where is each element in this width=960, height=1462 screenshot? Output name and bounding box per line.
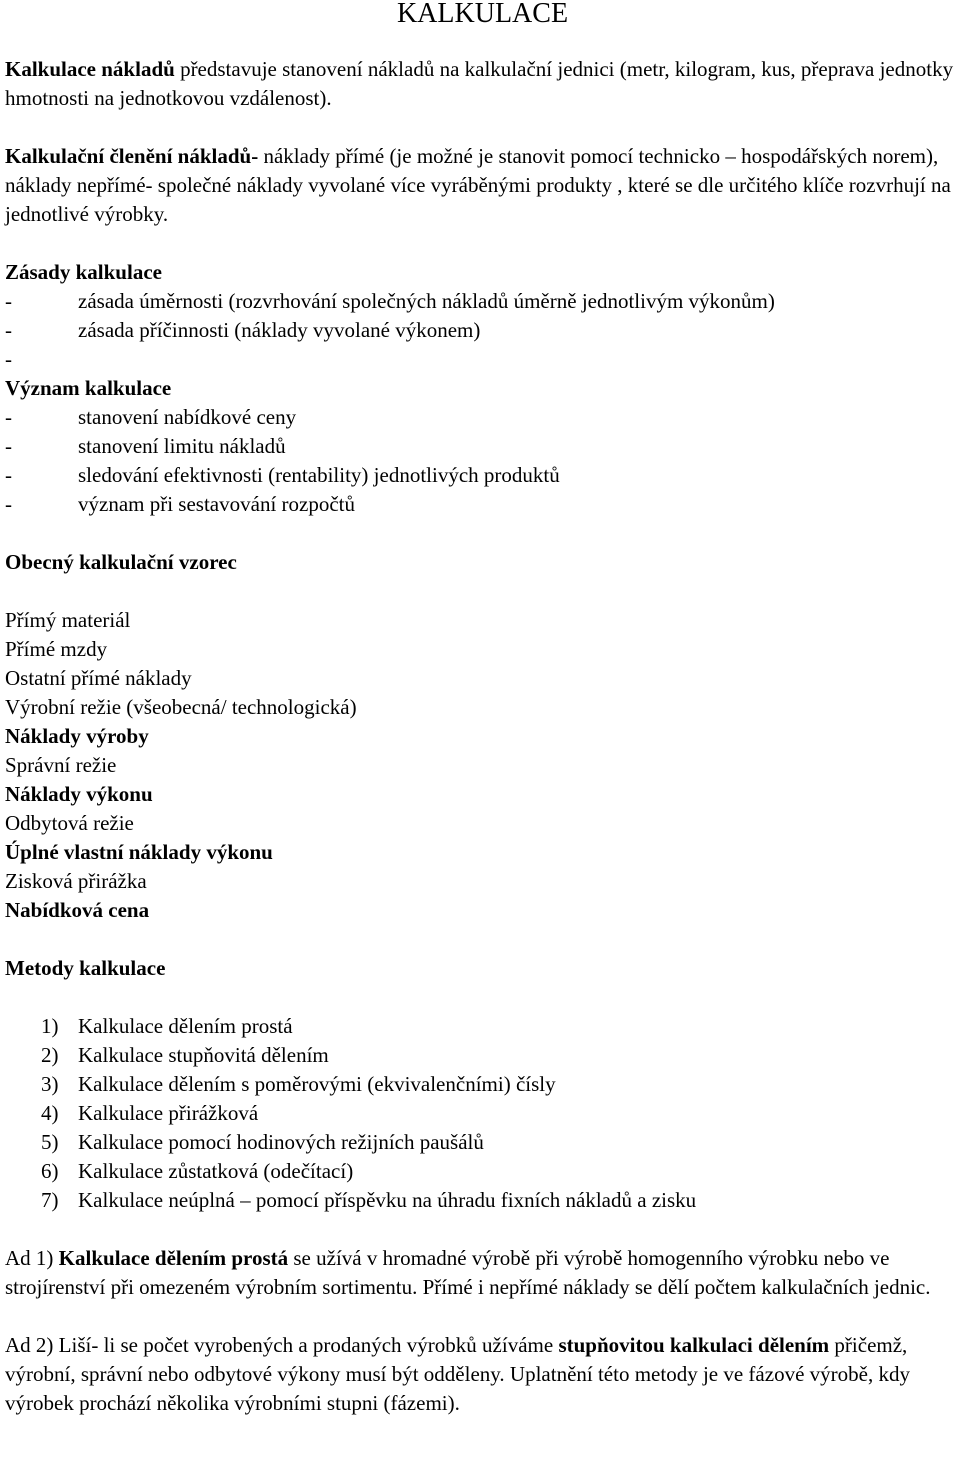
vzorec-list — [5, 606, 960, 925]
page-title: KALKULACE — [396, 0, 569, 29]
list-item — [5, 1128, 960, 1157]
vzorec-row: Nabídková cena — [5, 898, 150, 922]
list-item — [5, 403, 960, 432]
list-item — [5, 461, 960, 490]
spacer — [5, 1215, 960, 1244]
list-item-text: Kalkulace neúplná – pomocí příspěvku na úhradu fixních nákladů a zisku — [78, 1188, 697, 1212]
list-dash: - — [5, 434, 12, 458]
ad2-prefix: Ad 2) Liší- li se počet vyrobených a prodaných výrobků užíváme — [5, 1333, 559, 1357]
list-number: 6) — [41, 1159, 59, 1183]
intro-paragraph — [5, 55, 960, 113]
list-dash: - — [5, 318, 12, 342]
ad2-text: přičemž, výrobní, správní nebo odbytové výkony musí být odděleny. Uplatnění této metody je ve fázové výrobě, kdy výrobek prochází několika výrobními stupni (fázemi). — [5, 1333, 910, 1415]
vzorec-row: Přímé mzdy — [5, 637, 108, 661]
metody-heading: Metody kalkulace — [5, 956, 166, 980]
vzorec-row: Správní režie — [5, 753, 117, 777]
ad2-paragraph — [5, 1331, 960, 1418]
list-item — [5, 345, 960, 374]
list-dash: - — [5, 492, 12, 516]
ad1-prefix: Ad 1) — [5, 1246, 59, 1270]
ad2-term: stupňovitou kalkulaci dělením — [558, 1333, 830, 1357]
spacer — [5, 577, 960, 606]
spacer — [5, 983, 960, 1012]
spacer — [5, 1302, 960, 1331]
list-item — [5, 1186, 960, 1215]
intro-text: představuje stanovení nákladů na kalkulační jednici (metr, kilogram, kus, přeprava jednotky hmotnosti na jednotkovou vzdálenost). — [5, 57, 954, 110]
vzorec-heading: Obecný kalkulační vzorec — [5, 550, 237, 574]
list-item-text: sledování efektivnosti (rentability) jednotlivých produktů — [78, 463, 560, 487]
list-item-text: Kalkulace stupňovitá dělením — [78, 1043, 329, 1067]
list-dash: - — [5, 405, 12, 429]
list-dash: - — [5, 347, 12, 371]
list-item-text: Kalkulace dělením s poměrovými (ekvivalenčními) čísly — [78, 1072, 556, 1096]
list-number: 2) — [41, 1043, 59, 1067]
list-item — [5, 1041, 960, 1070]
spacer — [5, 519, 960, 548]
list-item — [5, 490, 960, 519]
list-item-text: Kalkulace zůstatková (odečítací) — [78, 1159, 354, 1183]
vzorec-row: Úplné vlastní náklady výkonu — [5, 840, 273, 864]
list-number: 1) — [41, 1014, 59, 1038]
document-page — [5, 0, 960, 1418]
vzorec-row: Odbytová režie — [5, 811, 134, 835]
vzorec-row: Zisková přirážka — [5, 869, 147, 893]
list-number: 4) — [41, 1101, 59, 1125]
list-item-text: stanovení nabídkové ceny — [78, 405, 297, 429]
list-item-text: Kalkulace pomocí hodinových režijních paušálů — [78, 1130, 484, 1154]
list-item — [5, 316, 960, 345]
list-item-text: význam při sestavování rozpočtů — [78, 492, 355, 516]
vzorec-row: Přímý materiál — [5, 608, 131, 632]
list-item — [5, 1012, 960, 1041]
list-item — [5, 1099, 960, 1128]
list-item-text: stanovení limitu nákladů — [78, 434, 286, 458]
ad1-text: se užívá v hromadné výrobě při výrobě homogenního výrobku nebo ve strojírenství při omezeném výrobním sortimentu. Přímé i nepřímé náklady se dělí počtem kalkulačních jednic. — [5, 1246, 931, 1299]
vzorec-row: Ostatní přímé náklady — [5, 666, 192, 690]
spacer — [5, 113, 960, 142]
vzorec-row: Náklady výkonu — [5, 782, 153, 806]
list-item-text: Kalkulace přirážková — [78, 1101, 259, 1125]
vzorec-row: Náklady výroby — [5, 724, 149, 748]
cleneni-term: Kalkulační členění nákladů- — [5, 144, 259, 168]
list-item — [5, 432, 960, 461]
spacer — [5, 28, 960, 55]
list-item — [5, 1157, 960, 1186]
list-item — [5, 1070, 960, 1099]
vyznam-heading: Význam kalkulace — [5, 376, 172, 400]
list-number: 7) — [41, 1188, 59, 1212]
list-item-text: Kalkulace dělením prostá — [78, 1014, 293, 1038]
list-item-text: zásada úměrnosti (rozvrhování společných nákladů úměrně jednotlivým výkonům) — [78, 289, 775, 313]
list-number: 5) — [41, 1130, 59, 1154]
spacer — [5, 925, 960, 954]
cleneni-text: náklady přímé (je možné je stanovit pomocí technicko – hospodářských norem), náklady nepřímé- společné náklady vyvolané více vyráběnými produkty , které se dle určitého klíče rozvrhují na jednotlivé výrobky. — [5, 144, 951, 226]
list-item-text: zásada příčinnosti (náklady vyvolané výkonem) — [78, 318, 481, 342]
list-number: 3) — [41, 1072, 59, 1096]
spacer — [5, 229, 960, 258]
cleneni-paragraph — [5, 142, 960, 229]
vzorec-row: Výrobní režie (všeobecná/ technologická) — [5, 695, 357, 719]
zasady-heading: Zásady kalkulace — [5, 260, 162, 284]
metody-list — [5, 1012, 960, 1215]
ad1-paragraph — [5, 1244, 960, 1302]
ad1-term: Kalkulace dělením prostá — [58, 1246, 289, 1270]
intro-term: Kalkulace nákladů — [5, 57, 175, 81]
list-dash: - — [5, 289, 12, 313]
list-dash: - — [5, 463, 12, 487]
list-item — [5, 287, 960, 316]
